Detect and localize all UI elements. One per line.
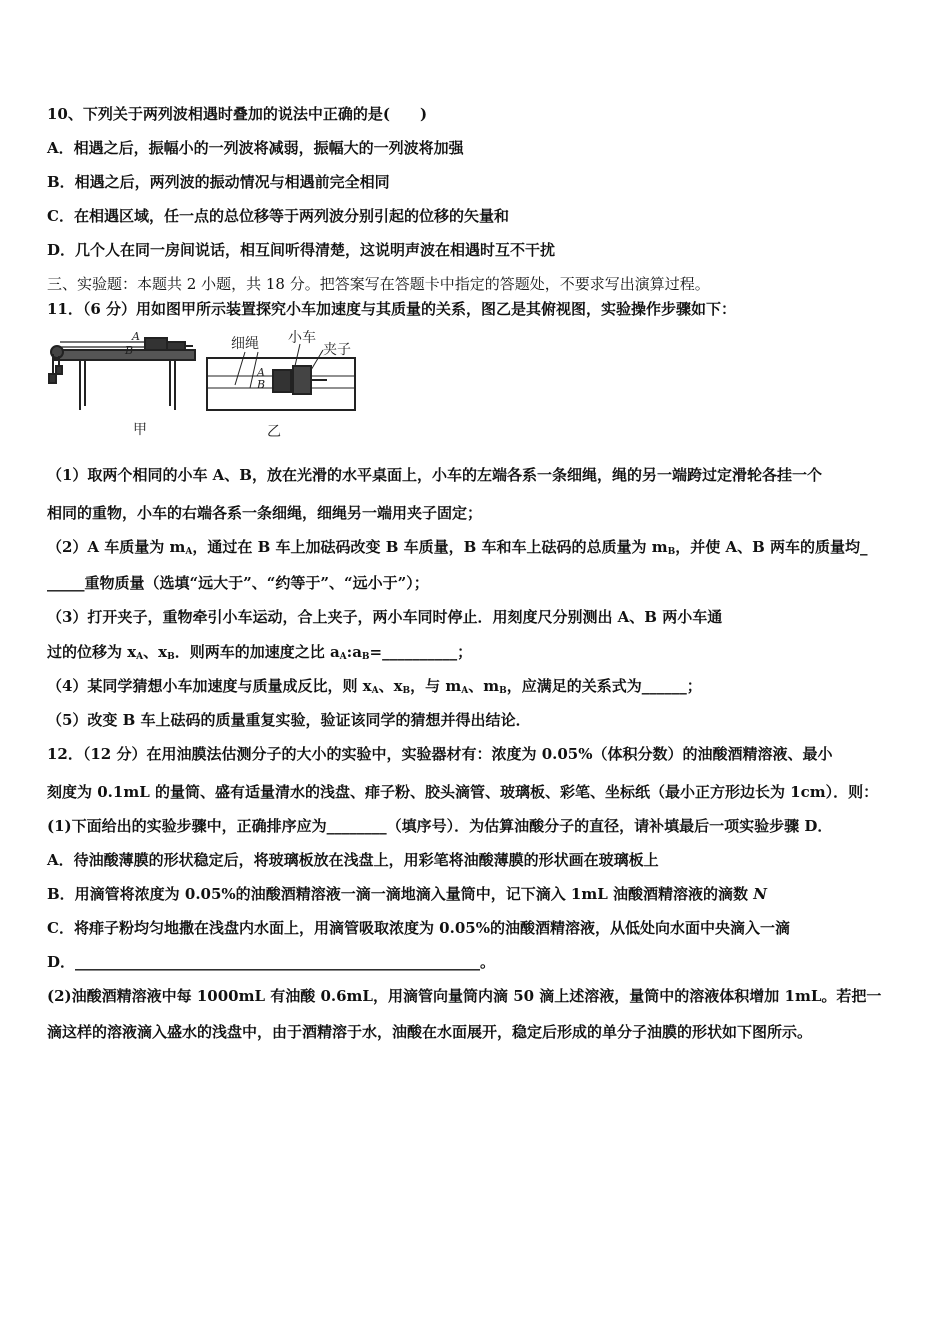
q11-step4: （4）某同学猜想小车加速度与质量成反比，则 $x_A$、$x_B$，与 $m_A$、$m_B$，应满足的关系式为______； <box>47 677 702 696</box>
q11-step3-line2: 过的位移为 $x_A$、$x_B$．则两车的加速度之比 $a_A:a_B=\_\_\_\_\_\_\_\_\_\_$； <box>47 643 473 662</box>
q11-step1-line1: （1）取两个相同的小车 A、B，放在光滑的水平桌面上，小车的左端各系一条细绳，绳的另一端跨过定滑轮各挂一个 <box>47 466 822 484</box>
q12-step-b: B．用滴管将浓度为 0.05%的油酸酒精溶液一滴一滴地滴入量筒中，记下滴入 1mL 油酸酒精溶液的滴数 N <box>47 885 767 903</box>
q12-part2-line2: 滴这样的溶液滴入盛水的浅盘中，由于酒精溶于水，油酸在水面展开，稳定后形成的单分子油膜的形状如下图所示。 <box>47 1023 813 1041</box>
q11-step3-line1: （3）打开夹子，重物牵引小车运动，合上夹子，两小车同时停止．用刻度尺分别测出 A、B 两小车通 <box>47 608 723 626</box>
q12-step-d: D．______________________________________________________。 <box>47 953 496 971</box>
q12-stem-line2: 刻度为 0.1mL 的量筒、盛有适量清水的浅盘、痱子粉、胶头滴管、玻璃板、彩笔、坐标纸（最小正方形边长为 1cm）．则： <box>47 783 879 801</box>
q10-option-d: D．几个人在同一房间说话，相互间听得清楚，这说明声波在相遇时互不干扰 <box>47 241 556 259</box>
q12-part2-line1: (2)油酸酒精溶液中每 1000mL 有油酸 0.6mL，用滴管向量筒内滴 50 滴上述溶液，量筒中的溶液体积增加 1mL。若把一 <box>47 987 882 1005</box>
label-b-top: B <box>257 378 266 391</box>
q10-option-c: C．在相遇区域，任一点的总位移等于两列波分别引起的位移的矢量和 <box>47 207 509 225</box>
q12-step-c: C．将痱子粉均匀地撒在浅盘内水面上，用滴管吸取浓度为 0.05%的油酸酒精溶液，从低处向水面中央滴入一滴 <box>47 919 790 937</box>
q12-stem-line1: 12．（12 分）在用油膜法估测分子的大小的实验中，实验器材有：浓度为 0.05%（体积分数）的油酸酒精溶液、最小 <box>47 745 833 763</box>
q10-stem: 10、下列关于两列波相遇时叠加的说法中正确的是( ) <box>47 105 428 123</box>
q10-option-a: A．相遇之后，振幅小的一列波将减弱，振幅大的一列波将加强 <box>47 139 464 157</box>
caption-yi: 乙 <box>267 424 281 440</box>
q11-stem: 11．（6 分）用如图甲所示装置探究小车加速度与其质量的关系，图乙是其俯视图，实验操作步骤如下： <box>47 300 737 318</box>
q11-step5: （5）改变 B 车上砝码的质量重复实验，验证该同学的猜想并得出结论． <box>47 711 531 729</box>
q11-step1-line2: 相同的重物，小车的右端各系一条细绳，细绳另一端用夹子固定； <box>47 504 483 522</box>
caption-jia: 甲 <box>133 422 147 438</box>
label-rope: 细绳 <box>231 336 259 352</box>
cart-apparatus-diagram <box>45 330 365 445</box>
label-b-side: B <box>125 344 134 357</box>
q12-part1: (1)下面给出的实验步骤中，正确排序应为________（填序号）．为估算油酸分子的直径，请补填最后一项实验步骤 D． <box>47 817 833 835</box>
q11-step2-line2: _____重物质量（选填“远大于”、“约等于”、“远小于”）； <box>47 574 429 592</box>
q11-step2-line1: （2）A 车质量为 $m_A$，通过在 B 车上加砝码改变 B 车质量，B 车和车上砝码的总质量为 $m_B$，并使 A、B 两车的质量均_ <box>47 538 868 557</box>
q10-option-b: B．相遇之后，两列波的振动情况与相遇前完全相同 <box>47 173 390 191</box>
label-cart: 小车 <box>288 330 316 346</box>
label-a-top: A <box>257 366 265 379</box>
label-clip: 夹子 <box>323 342 351 358</box>
label-a-side: A <box>132 330 140 343</box>
q12-step-a: A．待油酸薄膜的形状稳定后，将玻璃板放在浅盘上，用彩笔将油酸薄膜的形状画在玻璃板上 <box>47 851 659 869</box>
q11-figure <box>45 330 365 445</box>
section-3-heading: 三、实验题：本题共 2 小题，共 18 分。把答案写在答题卡中指定的答题处，不要求写出演算过程。 <box>47 275 710 293</box>
